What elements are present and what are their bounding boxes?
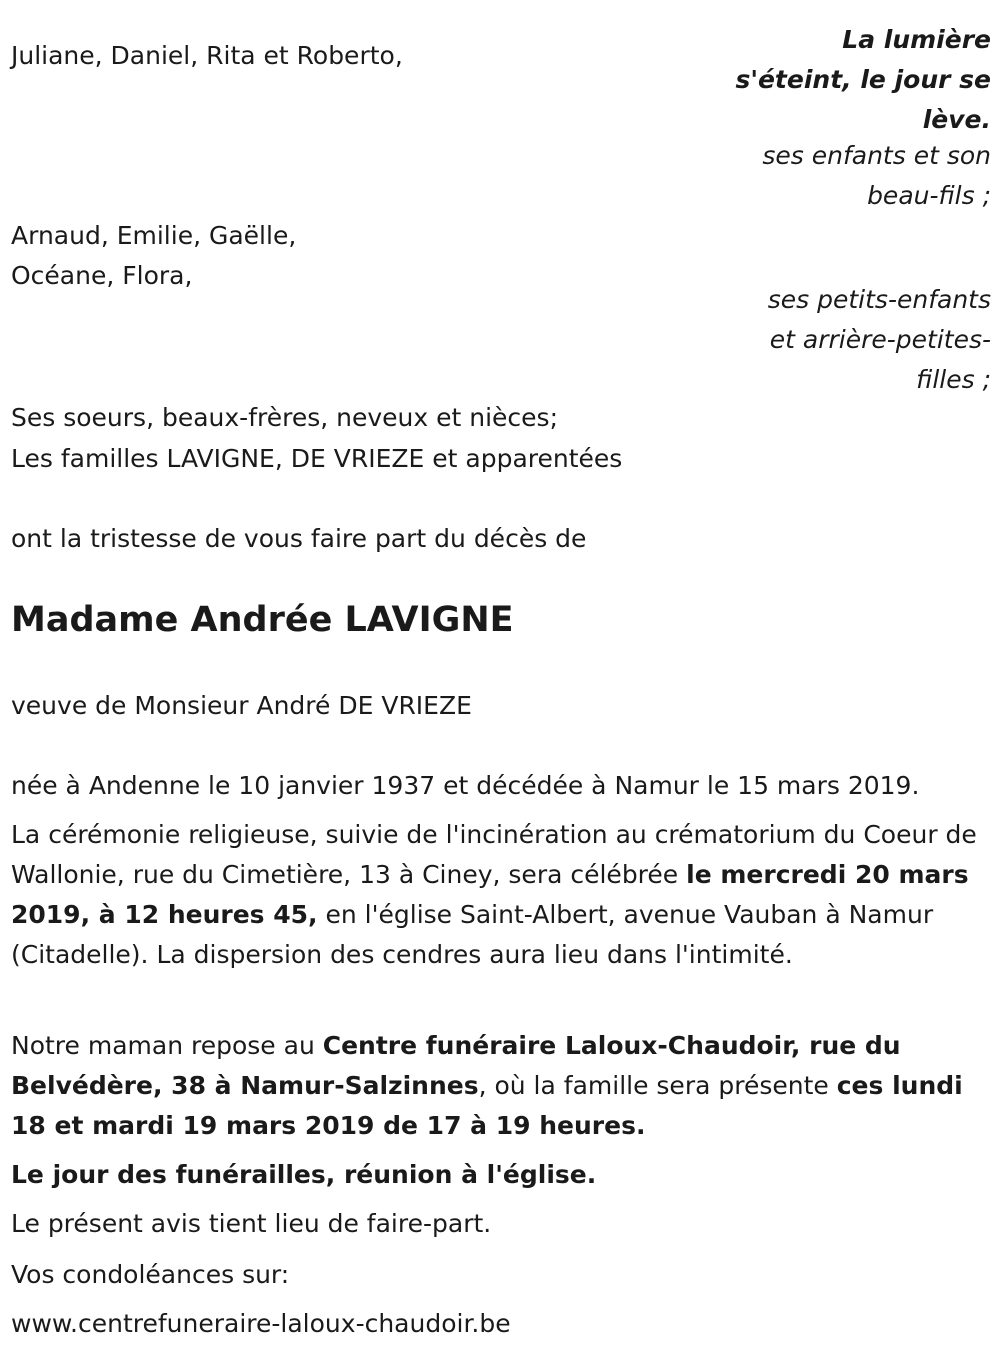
grandchildren-names-line2: Océane, Flora, <box>11 261 193 290</box>
families-line: Les familles LAVIGNE, DE VRIEZE et apparentées <box>11 444 623 473</box>
visitation-paragraph <box>11 1026 980 1146</box>
grandchildren-names-line1: Arnaud, Emilie, Gaëlle, <box>11 221 297 250</box>
grandchildren-label-line: et arrière-petites- <box>769 325 991 354</box>
siblings-line: Ses soeurs, beaux-frères, neveux et nièces; <box>11 403 558 432</box>
quote <box>735 20 991 140</box>
children-label-line: ses enfants et son <box>762 141 991 170</box>
quote-line: La lumière <box>842 25 991 54</box>
visitation-place: Centre funéraire Laloux-Chaudoir, rue du Belvédère, 38 à Namur-Salzinnes <box>11 1031 901 1100</box>
condolences-label: Vos condoléances sur: <box>11 1260 290 1289</box>
funeral-day: Le jour des funérailles, réunion à l'église. <box>11 1160 597 1189</box>
grandchildren-label-line: filles ; <box>916 365 991 394</box>
ceremony-text: La cérémonie religieuse, suivie de l'incinération au crématorium du Coeur de Wallonie, rue du Cimetière, 13 à Ciney, sera célébrée <box>11 820 977 889</box>
announcement: ont la tristesse de vous faire part du décès de <box>11 524 587 553</box>
website-link[interactable]: www.centrefuneraire-laloux-chaudoir.be <box>11 1309 511 1338</box>
grandchildren-label-line: ses petits-enfants <box>767 285 991 314</box>
children-label-line: beau-fils ; <box>867 181 991 210</box>
ceremony-text-2: en l'église Saint-Albert, avenue Vauban à Namur (Citadelle). La dispersion des cendres aura lieu dans l'intimité. <box>11 900 934 969</box>
notice: Le présent avis tient lieu de faire-part. <box>11 1209 492 1238</box>
visitation-times: ces lundi 18 et mardi 19 mars 2019 de 17 à 19 heures. <box>11 1071 963 1140</box>
deceased-name: Madame Andrée LAVIGNE <box>11 600 514 640</box>
grandchildren-label <box>768 280 991 400</box>
quote-line: s'éteint, le jour se <box>735 65 991 94</box>
birth-death: née à Andenne le 10 janvier 1937 et décédée à Namur le 15 mars 2019. <box>11 771 920 800</box>
children-label <box>762 136 991 216</box>
visitation-text: Notre maman repose au <box>11 1031 323 1060</box>
ceremony-date: le mercredi 20 mars 2019, à 12 heures 45, <box>11 860 969 929</box>
children-names: Juliane, Daniel, Rita et Roberto, <box>11 41 403 70</box>
ceremony-paragraph <box>11 815 980 975</box>
quote-line: lève. <box>922 105 991 134</box>
visitation-text-2: , où la famille sera présente <box>478 1071 837 1100</box>
widow-of: veuve de Monsieur André DE VRIEZE <box>11 691 472 720</box>
